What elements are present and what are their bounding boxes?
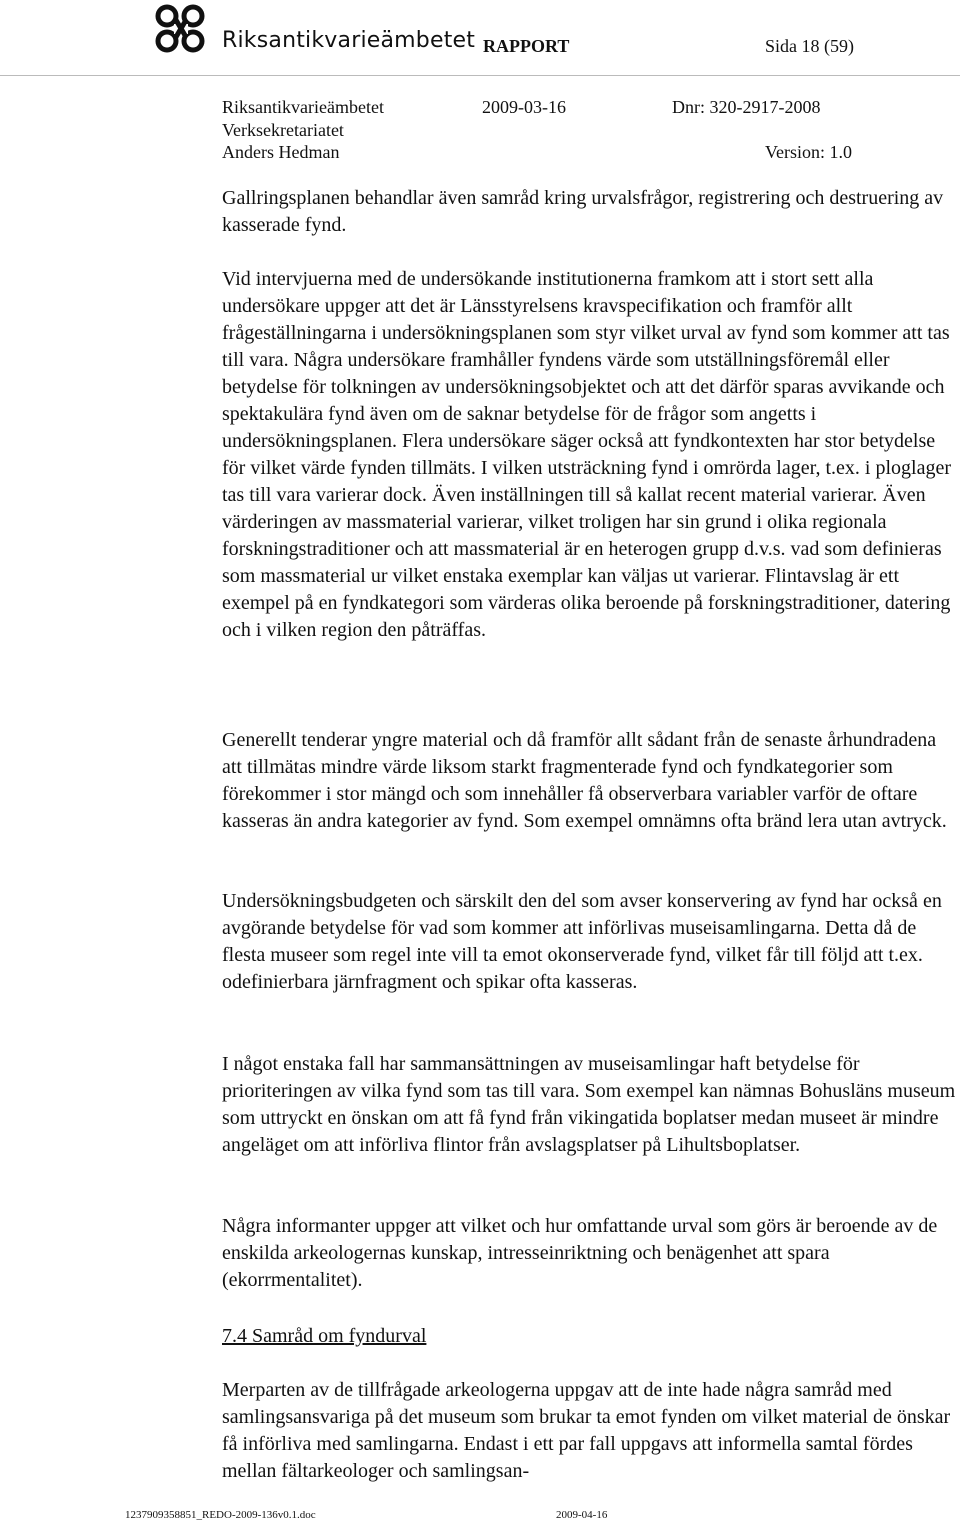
header-date: 2009-03-16 (482, 97, 566, 117)
paragraph-5: I något enstaka fall har sammansättningen av museisamlingar haft betydelse för prioriteringen av vilka fynd som tas till vara. Som exempel kan nämnas Bohusläns museum som uttryckt en önskan om att få fynd från vikingatida boplatser medan museet är mindre angeläget om att införliva flintor från avslagsplatser på Lihultsboplatser. (222, 1053, 956, 1156)
report-label: RAPPORT (483, 36, 570, 56)
paragraph-2: Vid intervjuerna med de undersökande institutionerna framkom att i stort sett alla undersökare uppger att det är Länsstyrelsens kravspecifikation och framför allt frågeställningarna i undersökningsplanen som styr vilket urval av fynd som kommer att tas till vara. Några undersökare framhåller fyndens värde som utställningsföremål eller betydelse för tolkningen av undersökningsobjektet och att det därför sparas avvikande och spektakulära fynd även om de saknar betydelse för de frågor som angetts i undersökningsplanen. Flera undersökare säger också att fyndkontexten har stor betydelse för vilket värde fynden tillmäts. I vilken utsträckning fynd i omrörda lager, t.ex. i ploglager tas till vara varierar dock. Även inställningen till så kallat recent material varierar. Även värderingen av massmaterial varierar, vilket troligen har sin grund i olika regionala forskningstraditioner och att massmaterial är en heterogen grupp d.v.s. vad som definieras som massmaterial ur vilket enstaka exemplar kan väljas ut varierar. Flintavslag är ett exempel på en fyndkategori som värderas olika beroende på forskningstraditioner, datering och i vilken region den påträffas. (222, 268, 951, 641)
header-divider (0, 75, 960, 76)
brand-name: Riksantikvarieämbetet (222, 28, 476, 53)
footer-date: 2009-04-16 (556, 1509, 608, 1521)
header-version: Version: 1.0 (765, 142, 852, 162)
section-paragraph: Merparten av de tillfrågade arkeologerna uppgav att de inte hade några samråd med samlingsansvariga på det museum som brukar ta emot fynden om vilket material de önskar få införliva med samlingarna. Endast i ett par fall uppgavs att informella samtal fördes mellan fältarkeologer och samlingsan- (222, 1379, 951, 1482)
paragraph-1: Gallringsplanen behandlar även samråd kring urvalsfrågor, registrering och destruering av kasserade fynd. (222, 187, 944, 236)
header-dnr: Dnr: 320-2917-2008 (672, 97, 821, 117)
header-author: Anders Hedman (222, 142, 340, 162)
raa-logo-icon (150, 0, 212, 58)
footer-filename: 1237909358851_REDO-2009-136v0.1.doc (125, 1509, 316, 1521)
paragraph-3: Generellt tenderar yngre material och då framför allt sådant från de senaste århundradena att tillmätas mindre värde liksom starkt fragmenterade fynd och fyndkategorier som förekommer i stor mängd och som innehåller få observerbara variabler varför de oftare kasseras än andra kategorier av fynd. Som exempel omnämns ofta bränd lera utan avtryck. (222, 729, 947, 832)
header-org: Riksantikvarieämbetet (222, 97, 384, 117)
paragraph-6: Några informanter uppger att vilket och hur omfattande urval som görs är beroende av de enskilda arkeologernas kunskap, intresseinriktning och benägenhet att spara (ekorrmentalitet). (222, 1215, 938, 1291)
header-department: Verksekretariatet (222, 120, 344, 140)
section-heading: 7.4 Samråd om fyndurval (222, 1325, 427, 1347)
paragraph-4: Undersökningsbudgeten och särskilt den del som avser konservering av fynd har också en avgörande betydelse för vad som kommer att införlivas museisamlingarna. Detta då de flesta museer som regel inte vill ta emot okonserverade fynd, vilket får till följd att t.ex. odefinierbara järnfragment och spikar ofta kasseras. (222, 890, 942, 993)
page-number: Sida 18 (59) (765, 36, 854, 56)
